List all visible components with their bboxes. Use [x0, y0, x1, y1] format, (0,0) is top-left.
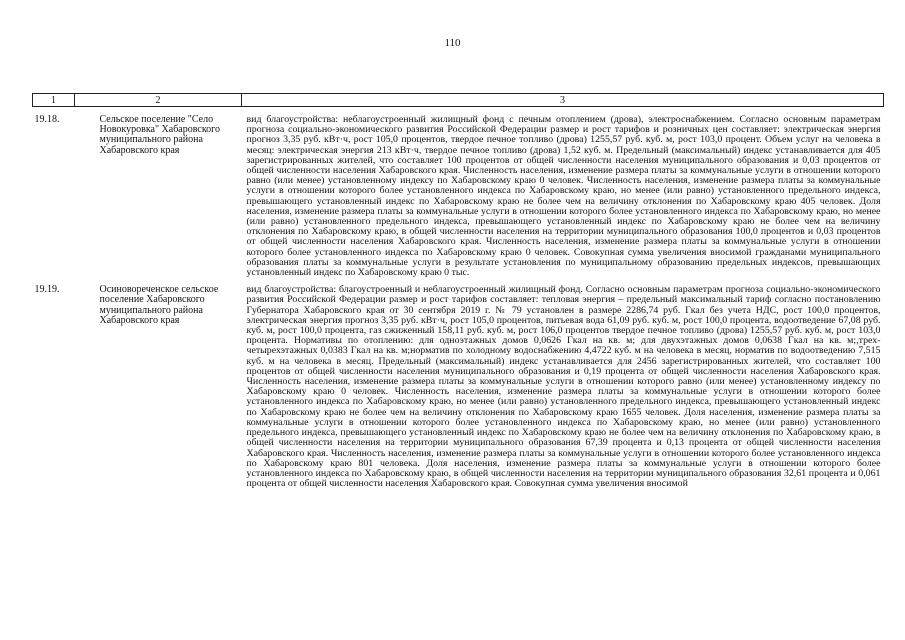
page-number: 110 [444, 37, 461, 49]
settlement-name: Осиновореченское сельское поселение Хабаровского муниципального района Хабаровского края [99, 284, 219, 326]
header-col-2: 2 [75, 94, 242, 107]
row-number: 19.18. [34, 114, 60, 125]
settlement-name: Сельское поселение "Село Новокуровка" Хабаровского муниципального района Хабаровского края [99, 114, 221, 156]
header-col-1: 1 [33, 94, 75, 107]
row-description: вид благоустройства: благоустроенный и неблагоустроенный жилищный фонд. Согласно основным параметрам прогноза социально-экономического развития Российской Федерации размер и рост тарифов составляет: тепловая энергия – предельный максимальный тариф согласно постановлению Губернатора Хабаровского края от 30 сентября 2019 г. № 79 установлен в размере 2286,74 руб. Гкал без учета НДС, рост 100,0 процентов, электрическая энергия прогноз 3,35 руб. кВт·ч, рост 105,0 процентов, питьевая вода 61,09 руб. куб. м, рост 100,0 процента, водоотведение 67,08 руб. куб. м, рост 100,0 процента, газ сжиженный 158,11 руб. куб. м, рост 106,0 процентов твердое печное топливо (дрова) 1255,57 руб. куб. м, рост 103,0 процента. Нормативы по отоплению: для одноэтажных домов 0,0626 Гкал на кв. м; для двухэтажных домов 0,0638 Гкал на кв. м;,трех-четырехэтажных 0,0383 Гкал на кв. м;норматив по холодному водоснабжению 4,4722 куб. м на человека в месяц, норматив по водоотведению 7,515 куб. м на человека в месяц. Предельный (максимальный) индекс устанавливается для 2456 зарегистрированных жителей, что составляет 100 процентов от общей численности населения муниципального образования и 0,19 процента от общей численности населения Хабаровского края. Численность населения, изменение размера платы за коммунальные услуги в отношении которого равно (или менее) установленному индексу по Хабаровскому краю 0 человек. Численность населения, изменение размера платы за коммунальные услуги в отношении которого более установленного индекса по Хабаровскому краю, но менее (или равно) установленного предельного индекса, превышающего установленный индекс по Хабаровскому краю не более чем на величину отклонения по Хабаровскому краю 1655 человек. Доля населения, изменение размера платы за коммунальные услуги в отношении которого более установленного индекса по Хабаровскому краю, но менее (или равно) установленного предельного индекса, превышающего установленный индекс по Хабаровскому краю не более чем на величину отклонения по Хабаровскому краю, в общей численности населения на территории муниципального образования 67,39 процента и 0,13 процента от общей численности населения Хабаровского края. Численность населения, изменение размера платы за коммунальные услуги в отношении которого более установленного индекса по Хабаровскому краю 801 человека. Доля населения, изменение размера платы за коммунальные услуги в отношении которого более установленного индекса по Хабаровскому краю, в общей численности населения на территории муниципального образования 32,61 процента и 0,061 процента от общей численности населения Хабаровского края. Совокупная сумма увеличения вносимой [246, 284, 881, 490]
header-col-3: 3 [242, 94, 884, 107]
table-row [33, 107, 884, 279]
tariff-table [32, 93, 884, 489]
row-number: 19.19. [34, 284, 60, 296]
table-row [33, 278, 884, 489]
row-description: вид благоустройства: неблагоустроенный жилищный фонд с печным отоплением (дрова), электроснабжением. Согласно основным параметрам прогноза социально-экономического развития Российской Федерации размер и рост тарифов и розничных цен составляет: электрическая энергия прогноз 3,35 руб. кВт·ч, рост 105,0 процентов, твердое печное топливо (дрова) 1255,57 руб. куб. м, рост 103,0 процент. Объем услуг на человека в месяц: электрическая энергия 213 кВт·ч, твердое печное топливо (дрова) 1,52 куб. м. Предельный (максимальный) индекс устанавливается для 405 зарегистрированных жителей, что составляет 100 процентов от общей численности населения муниципального образования и 0,03 процентов от общей численности населения Хабаровского края. Численность населения, изменение размера платы за коммунальные услуги в отношении которого равно (или менее) установленному индексу по Хабаровскому краю 0 человек. Численность населения, изменение размера платы за коммунальные услуги в отношении которого более установленного индекса по Хабаровскому краю, но менее (или равно) установленного предельного индекса, превышающего установленный индекс по Хабаровскому краю не более чем на величину отклонения по Хабаровскому краю 405 человек. Доля населения, изменение размера платы за коммунальные услуги в отношении которого более установленного индекса по Хабаровскому краю, но менее (или равно) установленного предельного индекса, превышающего установленный индекс по Хабаровскому краю не более чем на величину отклонения по Хабаровскому краю, в общей численности населения на территории муниципального образования 100,0 процентов и 0,03 процентов от общей численности населения Хабаровского края. Численность населения, изменение размера платы за коммунальные услуги в отношении которого более установленного индекса по Хабаровскому краю 0 человек. Совокупная сумма увеличения вносимой гражданами муниципального образования платы за коммунальные услуги в результате установления по муниципальному образованию предельных индексов, превышающих установленный индекс по Хабаровскому краю 0 тыс. [246, 114, 881, 279]
table-header-row [33, 94, 884, 107]
